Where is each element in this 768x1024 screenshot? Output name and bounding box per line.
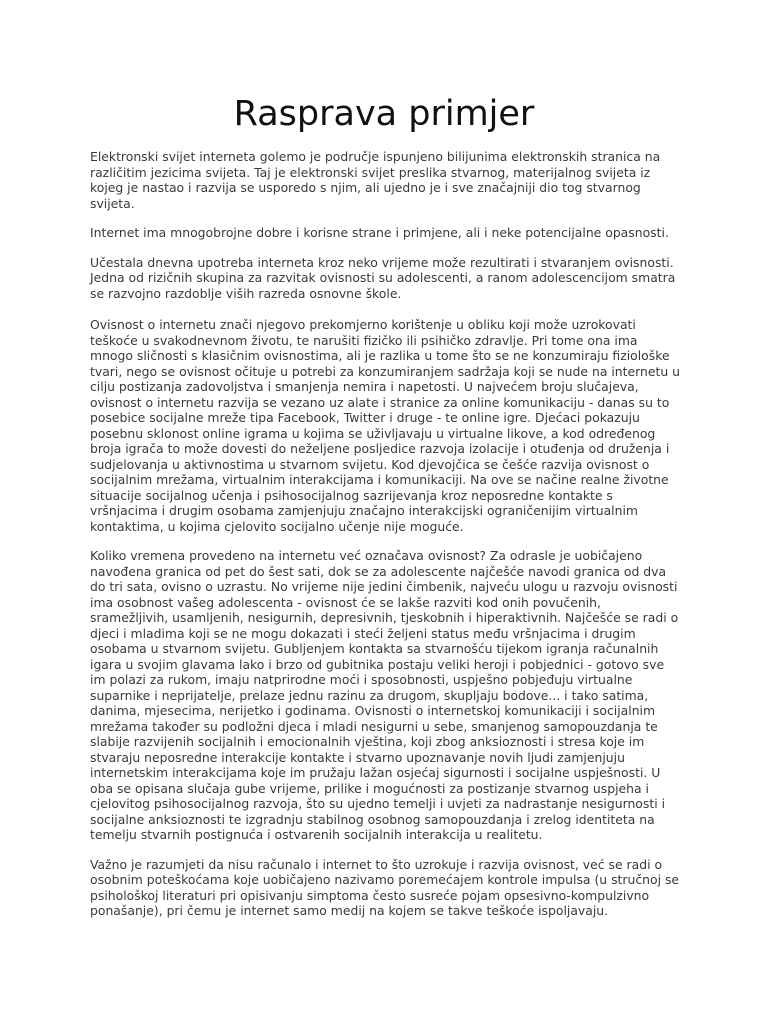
document-body — [90, 149, 680, 933]
document-title: Rasprava primjer — [233, 94, 535, 134]
paragraph-4: Ovisnost o internetu znači njegovo prekomjerno korištenje u obliku koji može uzrokovati teškoće u svakodnevnom životu, te narušiti fizičko ili psihičko zdravlje. Pri tome ona ima mnogo sličnosti s klasičnim ovisnostima, ali je razlika u tome što se ne konzumiraju fiziološke tvari, nego se ovisnost očituje u potrebi za konzumiranjem sadržaja koji se nude na internetu u cilju postizanja zadovoljstva i smanjenja nemira i napetosti. U najvećem broju slučajeva, ovisnost o internetu razvija se vezano uz alate i stranice za online komunikaciju - danas su to posebice socijalne mreže tipa Facebook, Twitter i druge - te online igre. Djećaci pokazuju posebnu sklonost online igrama u kojima se uživljavaju u virtualne likove, a kod određenog broja igrača to može dovesti do neželjene posljedice razvoja izolacije i otuđenja od druženja i sudjelovanja u aktivnostima u stvarnom svijetu. Kod djevojčica se češće razvija ovisnost o socijalnim mrežama, virtualnim interakcijama i komunikaciji. Na ove se načine realne životne situacije socijalnog učenja i psihosocijalnog sazrijevanja kroz neposredne kontakte s vršnjacima i drugim osobama zamjenjuju značajno interakcijski ograničenijim virtualnim kontaktima, u kojima cjelovito socijalno učenje nije moguće. — [90, 317, 680, 534]
paragraph-2: Internet ima mnogobrojne dobre i korisne strane i primjene, ali i neke potencijalne opasnosti. — [90, 225, 669, 240]
paragraph-1: Elektronski svijet interneta golemo je područje ispunjeno bilijunima elektronskih stranica na različitim jezicima svijeta. Taj je elektronski svijet preslika stvarnog, materijalnog svijeta iz kojeg je nastao i razvija se usporedo s njim, ali ujedno je i sve značajniji dio tog stvarnog svijeta. — [90, 149, 661, 211]
paragraph-3: Učestala dnevna upotreba interneta kroz neko vrijeme može rezultirati i stvaranjem ovisnosti. Jedna od rizičnih skupina za razvitak ovisnosti su adolescenti, a ranom adolescencijom smatra se razvojno razdoblje viših razreda osnovne škole. — [90, 254, 676, 301]
paragraph-6: Važno je razumjeti da nisu računalo i internet to što uzrokuje i razvija ovisnost, već se radi o osobnim poteškoćama koje uobičajeno nazivamo poremećajem kontrole impulsa (u stručnoj se psihološkoj literaturi pri opisivanju simptoma često susreće pojam opsesivno-kompulzivno ponašanje), pri čemu je internet samo medij na kojem se takve teškoće ispoljavaju. — [90, 856, 680, 918]
paragraph-5: Koliko vremena provedeno na internetu već označava ovisnost? Za odrasle je uobičajeno navođena granica od pet do šest sati, dok se za adolescente najčešće navodi granica od dva do tri sata, ovisno o uzrastu. No vrijeme nije jedini čimbenik, najveću ulogu u razvoju ovisnosti ima osobnost vašeg adolescenta - ovisnost će se lakše razviti kod onih povučenih, sramežljivih, usamljenih, nesigurnih, depresivnih, tjeskobnih i hiperaktivnih. Najčešće se radi o djeci i mladima koji se ne mogu dokazati i steći željeni status među vršnjacima i drugim osobama u stvarnom svijetu. Gubljenjem kontakta sa stvarnošću tijekom igranja računalnih igara u svojim glavama lako i brzo od gubitnika postaju veliki heroji i pobjednici - gotovo sve im polazi za rukom, imaju natprirodne moći i sposobnosti, uspješno pobjeđuju virtualne suparnike i neprijatelje, prelaze jednu razinu za drugom, skupljaju bodove... i tako satima, danima, mjesecima, nerijetko i godinama. Ovisnosti o internetskoj komunikaciji i socijalnim mrežama također su podložni djeca i mladi nesigurni u sebe, smanjenog samopouzdanja te slabije razvijenih socijalnih i emocionalnih vještina, koji zbog anksioznosti i stresa koje im stvaraju neposredne interakcije kontakte i stvarno upoznavanje novih ljudi zamjenjuju internetskim interakcijama koje im pružaju lažan osjećaj sigurnosti i socijalne uspješnosti. U oba se opisana slučaja gube vrijeme, prilike i mogućnosti za postizanje stvarnog uspjeha i cjelovitog psihosocijalnog razvoja, što su ujedno temelji i uvjeti za nadrastanje nesigurnosti i socijalne anksioznosti te izgradnju stabilnog osobnog samopouzdanja i zrelog identiteta na temelju stvarnih postignuća i ostvarenih socijalnih interakcija u realitetu. — [90, 548, 679, 842]
